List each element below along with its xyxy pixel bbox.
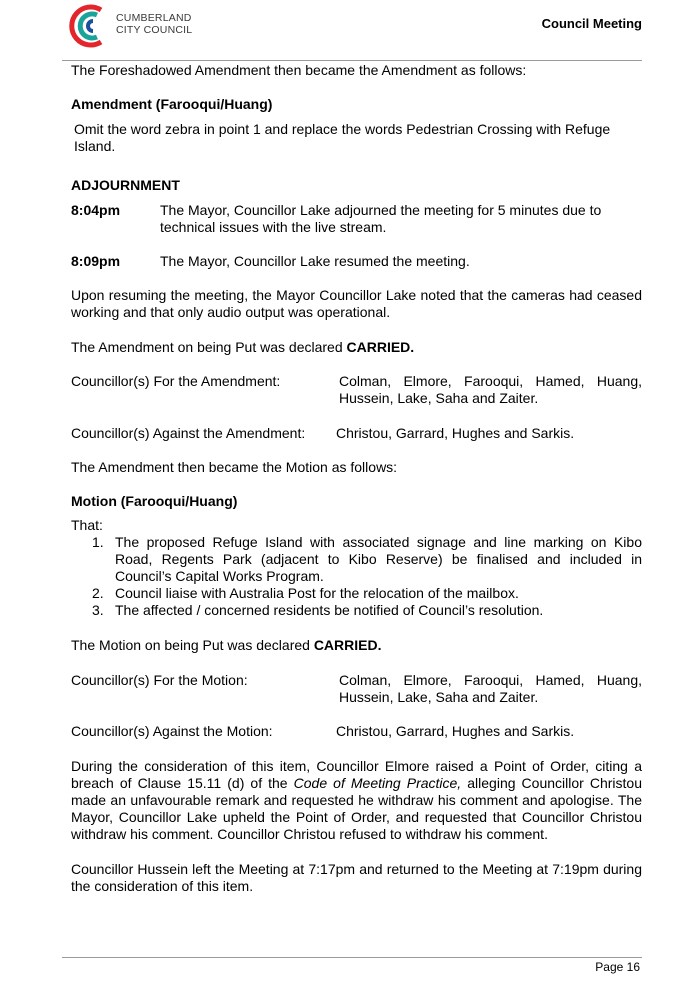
cumberland-logo-icon (66, 0, 110, 52)
list-number: 2. (92, 585, 104, 601)
amend-for-names: Colman, Elmore, Farooqui, Hamed, Huang, Hussein, Lake, Saha and Zaiter. (339, 373, 642, 406)
motion-against-label: Councillor(s) Against the Motion: (71, 723, 273, 739)
adjournment-heading: ADJOURNMENT (71, 177, 180, 193)
header-divider (62, 60, 642, 61)
amendment-put-text: The Amendment on being Put was declared (71, 339, 347, 355)
amendment-heading: Amendment (Farooqui/Huang) (71, 96, 273, 112)
motion-against-names: Christou, Garrard, Hughes and Sarkis. (336, 723, 575, 739)
org-line1: CUMBERLAND (116, 12, 192, 24)
adjourn2-time: 8:09pm (71, 253, 121, 269)
amend-against-names: Christou, Garrard, Hughes and Sarkis. (336, 425, 575, 441)
document-title: Council Meeting (541, 16, 642, 31)
intro-paragraph: The Foreshadowed Amendment then became the Amendment as follows: (71, 62, 527, 78)
list-text: The affected / concerned residents be notified of Council’s resolution. (115, 602, 544, 618)
motion-put-text: The Motion on being Put was declared (71, 637, 314, 653)
motion-heading: Motion (Farooqui/Huang) (71, 493, 238, 509)
list-number: 3. (92, 602, 104, 618)
that-label: That: (71, 517, 103, 533)
motion-put-line (71, 637, 642, 654)
page-number: Page 16 (595, 960, 640, 974)
list-text: The proposed Refuge Island with associated signage and line marking on Kibo Road, Regents Park (adjacent to Kibo Reserve) be finalised and included in Council’s Capital Works Program. (115, 534, 642, 584)
footer-divider (62, 957, 642, 958)
adjourn1-time: 8:04pm (71, 202, 121, 218)
became-motion-paragraph: The Amendment then became the Motion as follows: (71, 459, 398, 475)
org-line2: CITY COUNCIL (116, 24, 193, 36)
amend-for-label: Councillor(s) For the Amendment: (71, 373, 281, 389)
amendment-put-line (71, 339, 642, 356)
motion-list (92, 534, 642, 619)
motion-carried: CARRIED. (313, 637, 382, 653)
hussein-paragraph: Councillor Hussein left the Meeting at 7:17pm and returned to the Meeting at 7:19pm during the consideration of this item. (71, 861, 642, 894)
motion-for-names: Colman, Elmore, Farooqui, Hamed, Huang, Hussein, Lake, Saha and Zaiter. (339, 672, 642, 705)
amend-against-label: Councillor(s) Against the Amendment: (71, 425, 306, 441)
org-name (116, 12, 192, 36)
list-item (92, 534, 642, 585)
motion-for-label: Councillor(s) For the Motion: (71, 672, 248, 688)
list-number: 1. (92, 534, 104, 550)
adjourn1-text: The Mayor, Councillor Lake adjourned the meeting for 5 minutes due to technical issues with the live stream. (160, 202, 602, 235)
amendment-text: Omit the word zebra in point 1 and replace the words Pedestrian Crossing with Refuge Island. (74, 121, 611, 154)
list-item (92, 602, 642, 619)
amendment-carried: CARRIED. (346, 339, 415, 355)
order-text-start: During the consideration of this item, Councillor Elmore raised a Point of Order, citing a breach of Clause 15.11 (d) of the (71, 758, 642, 791)
order-code-title: Code of Meeting Practice, (293, 775, 462, 791)
list-item (92, 585, 642, 602)
point-of-order-paragraph (71, 758, 642, 843)
adjourn2-text: The Mayor, Councillor Lake resumed the meeting. (160, 253, 470, 269)
order-text-end: alleging Councillor Christou made an unfavourable remark and requested he withdraw his comment and apologise. The Mayor, Councillor Lake upheld the Point of Order, and requested that Councillor Christou withdraw his comment. Councillor Christou refused to withdraw his comment. (71, 775, 642, 842)
list-text: Council liaise with Australia Post for the relocation of the mailbox. (115, 585, 519, 601)
resume-paragraph: Upon resuming the meeting, the Mayor Councillor Lake noted that the cameras had ceased working and that only audio output was operational. (71, 287, 642, 320)
